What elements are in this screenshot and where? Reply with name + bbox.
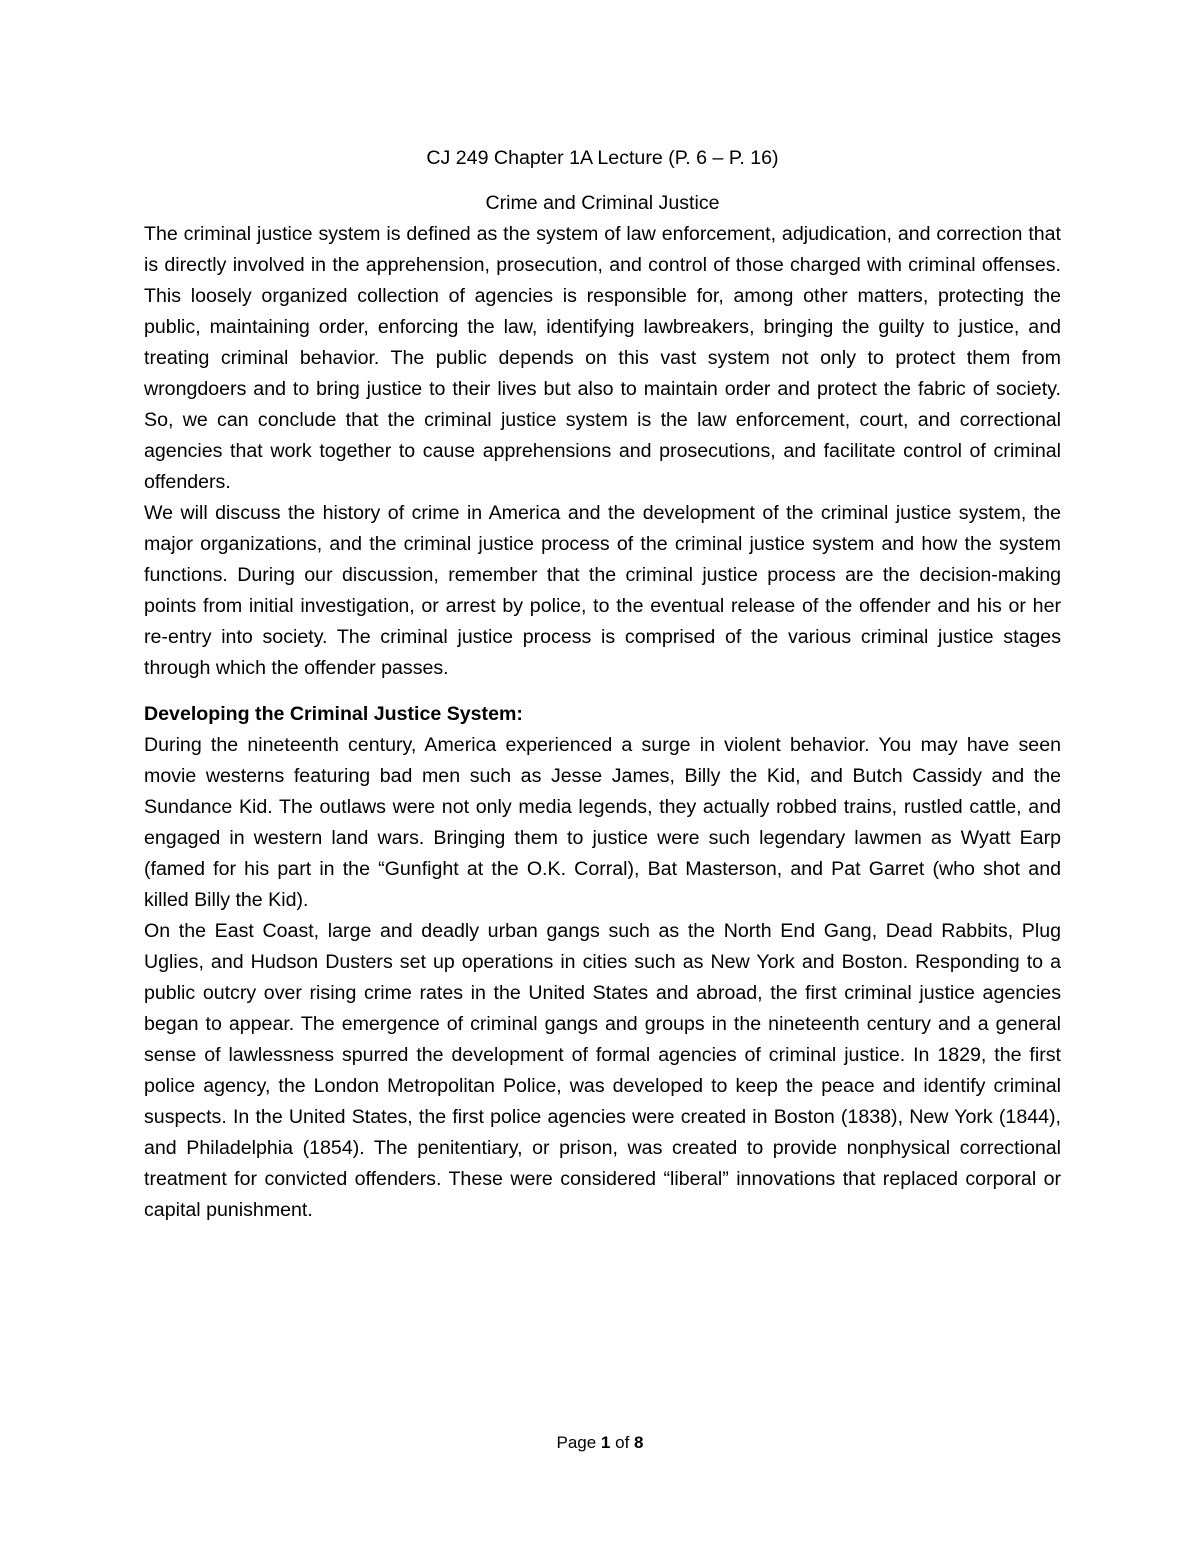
- current-page-number: 1: [600, 1433, 611, 1452]
- paragraph-east-coast: On the East Coast, large and deadly urban gangs such as the North End Gang, Dead Rabbits, Plug Uglies, and Hudson Dusters set up operations in cities such as New York and Boston. Responding to a public outcry over rising crime rates in the United States and abroad, the first criminal justice agencies began to appear. The emergence of criminal gangs and groups in the nineteenth century and a general sense of lawlessness spurred the development of formal agencies of criminal justice. In 1829, the first police agency, the London Metropolitan Police, was developed to keep the peace and identify criminal suspects. In the United States, the first police agencies were created in Boston (1838), New York (1844), and Philadelphia (1854). The penitentiary, or prison, was created to provide nonphysical correctional treatment for convicted offenders. These were considered “liberal” innovations that replaced corporal or capital punishment.: [144, 920, 1061, 1221]
- page-footer: [0, 1431, 1200, 1455]
- paragraph-definition: The criminal justice system is defined as the system of law enforcement, adjudication, and correction that is directly involved in the apprehension, prosecution, and control of those charged with criminal offenses. This loosely organized collection of agencies is responsible for, among other matters, protecting the public, maintaining order, enforcing the law, identifying lawbreakers, bringing the guilty to justice, and treating criminal behavior. The public depends on this vast system not only to protect them from wrongdoers and to bring justice to their lives but also to maintain order and protect the fabric of society. So, we can conclude that the criminal justice system is the law enforcement, court, and correctional agencies that work together to cause apprehensions and prosecutions, and facilitate control of criminal offenders.: [144, 223, 1061, 493]
- paragraph-overview: We will discuss the history of crime in America and the development of the criminal justice system, the major organizations, and the criminal justice process of the criminal justice system and how the system functions. During our discussion, remember that the criminal justice process are the decision-making points from initial investigation, or arrest by police, to the eventual release of the offender and his or her re-entry into society. The criminal justice process is comprised of the various criminal justice stages through which the offender passes.: [144, 502, 1061, 679]
- document-subtitle: Crime and Criminal Justice: [485, 192, 720, 214]
- document-body: [144, 143, 1061, 1226]
- document-title: CJ 249 Chapter 1A Lecture (P. 6 – P. 16): [426, 147, 779, 169]
- paragraph-nineteenth-century: During the nineteenth century, America experienced a surge in violent behavior. You may have seen movie westerns featuring bad men such as Jesse James, Billy the Kid, and Butch Cassidy and the Sundance Kid. The outlaws were not only media legends, they actually robbed trains, rustled cattle, and engaged in western land wars. Bringing them to justice were such legendary lawmen as Wyatt Earp (famed for his part in the “Gunfight at the O.K. Corral), Bat Masterson, and Pat Garret (who shot and killed Billy the Kid).: [144, 734, 1061, 911]
- page-of-label: of: [615, 1433, 630, 1452]
- page-label: Page: [556, 1433, 597, 1452]
- total-pages-number: 8: [634, 1433, 644, 1452]
- section-heading: Developing the Criminal Justice System:: [144, 703, 523, 725]
